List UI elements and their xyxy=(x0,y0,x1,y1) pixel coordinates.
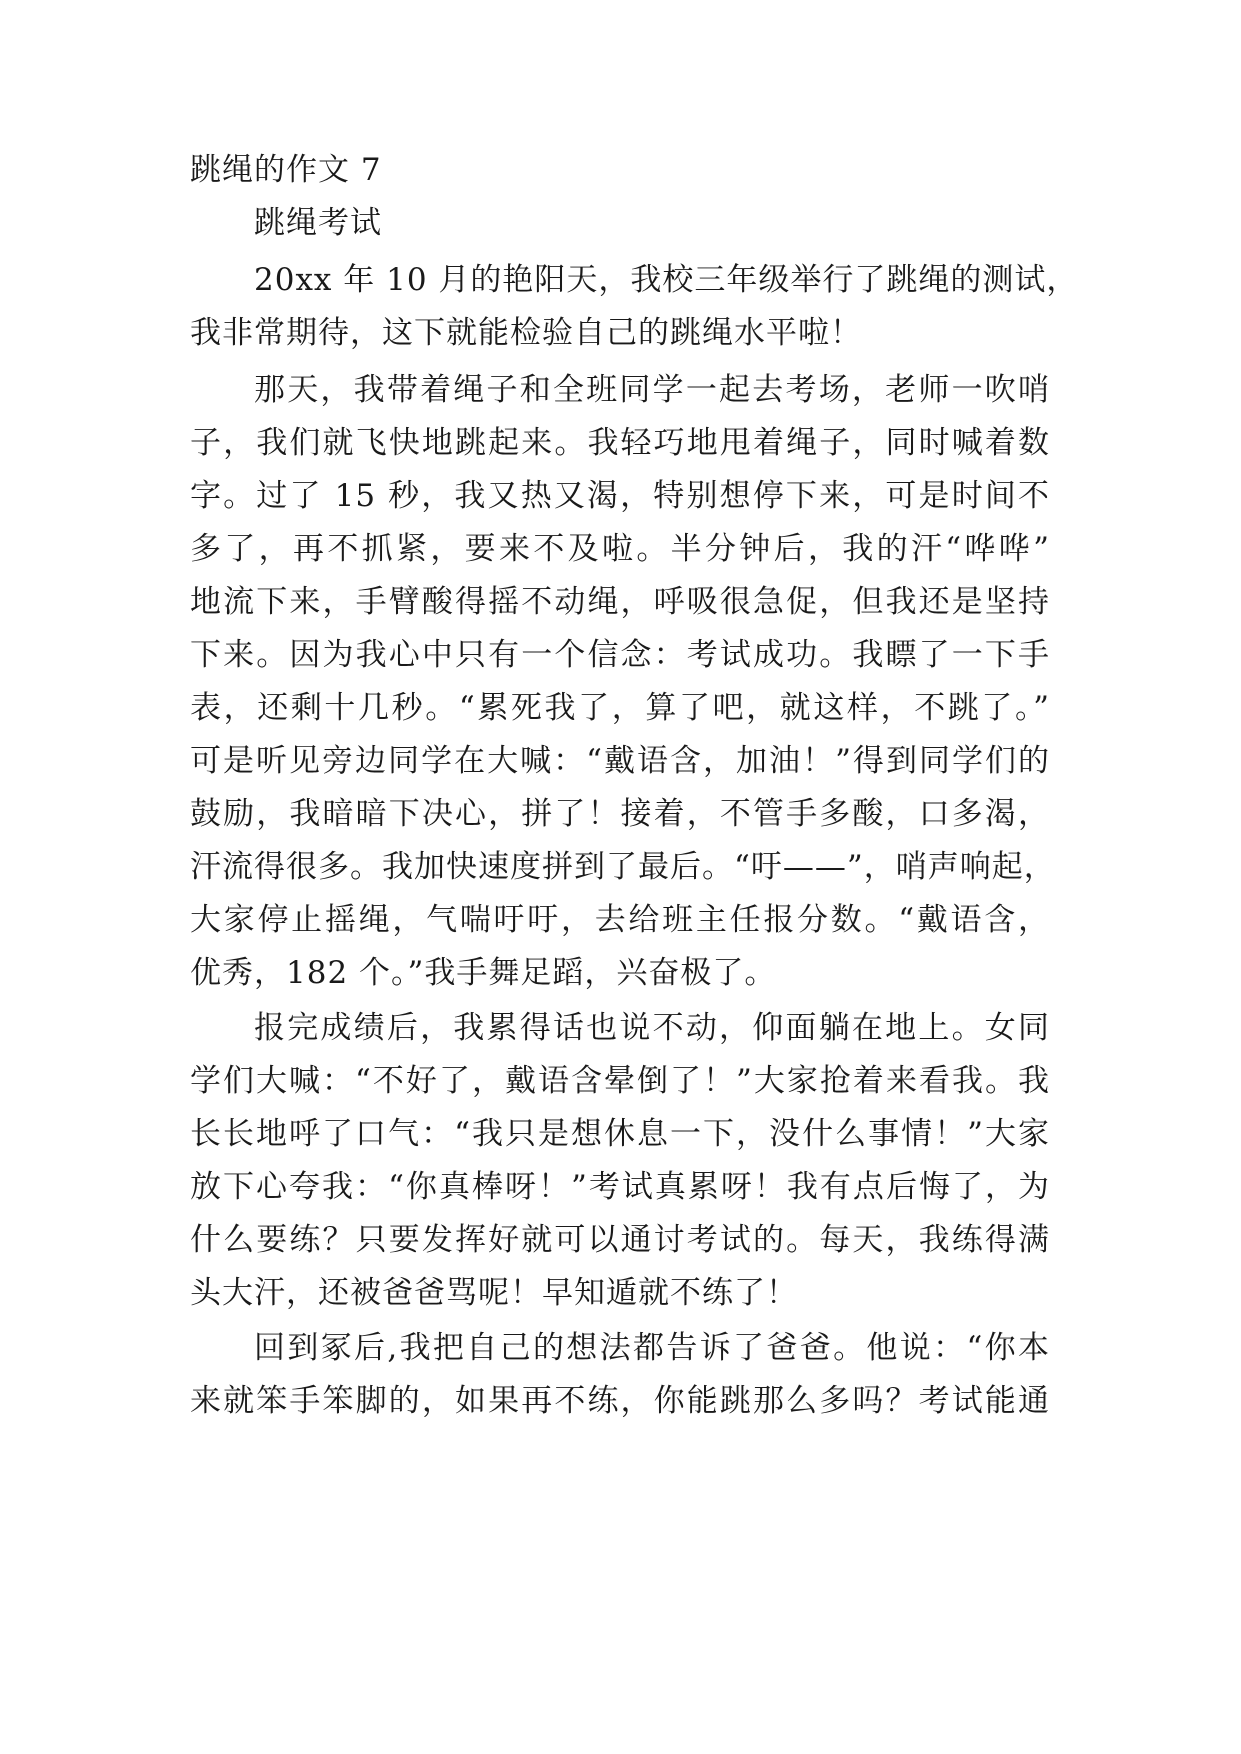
paragraph-line: 什么要练？只要发挥好就可以通讨考试的。每天，我练得满 xyxy=(190,1222,1050,1258)
paragraph-line: 头大汗，还被爸爸骂呢！早知遁就不练了！ xyxy=(190,1275,798,1311)
essay-title: 跳绳考试 xyxy=(254,205,382,241)
paragraph-line: 子，我们就飞快地跳起来。我轻巧地甩着绳子，同时喊着数 xyxy=(190,425,1050,461)
paragraph-line: 大家停止摇绳，气喘吁吁，去给班主任报分数。“戴语含， xyxy=(190,902,1050,938)
paragraph-line: 学们大喊：“不好了，戴语含晕倒了！”大家抢着来看我。我 xyxy=(190,1063,1050,1099)
paragraph-line: 那天，我带着绳子和全班同学一起去考场，老师一吹哨 xyxy=(254,372,1050,408)
paragraph-line: 来就笨手笨脚的，如果再不练，你能跳那么多吗？考试能通 xyxy=(190,1383,1050,1419)
paragraph-line: 报完成绩后，我累得话也说不动，仰面躺在地上。女同 xyxy=(254,1010,1050,1046)
paragraph-line: 长长地呼了口气：“我只是想休息一下，没什么事情！”大家 xyxy=(190,1116,1050,1152)
paragraph-line: 20xx 年 10 月的艳阳天，我校三年级举行了跳绳的测试， xyxy=(254,262,1079,298)
paragraph-line: 鼓励，我暗暗下决心，拼了！接着，不管手多酸，口多渴， xyxy=(190,796,1050,832)
paragraph-line: 放下心夸我：“你真棒呀！”考试真累呀！我有点后悔了，为 xyxy=(190,1169,1050,1205)
document-heading: 跳绳的作文 7 xyxy=(190,152,382,188)
paragraph-line: 回到冢后,我把自己的想法都告诉了爸爸。他说：“你本 xyxy=(254,1330,1050,1366)
paragraph-line: 可是听见旁边同学在大喊：“戴语含，加油！”得到同学们的 xyxy=(190,743,1050,779)
paragraph-line: 表，还剩十几秒。“累死我了，算了吧，就这样，不跳了。” xyxy=(190,690,1050,726)
paragraph-line: 下来。因为我心中只有一个信念：考试成功。我瞟了一下手 xyxy=(190,637,1050,673)
paragraph-line: 字。过了 15 秒，我又热又渴，特别想停下来，可是时间不 xyxy=(190,478,1050,514)
paragraph-line: 我非常期待，这下就能检验自己的跳绳水平啦！ xyxy=(190,315,862,351)
paragraph-line: 地流下来，手臂酸得摇不动绳，呼吸很急促，但我还是坚持 xyxy=(190,584,1050,620)
paragraph-line: 汗流得很多。我加快速度拼到了最后。“吁——”，哨声响起， xyxy=(190,849,1056,885)
paragraph-line: 多了，再不抓紧，要来不及啦。半分钟后，我的汗“哗哗” xyxy=(190,531,1050,567)
paragraph-line: 优秀，182 个。”我手舞足蹈，兴奋极了。 xyxy=(190,955,777,991)
